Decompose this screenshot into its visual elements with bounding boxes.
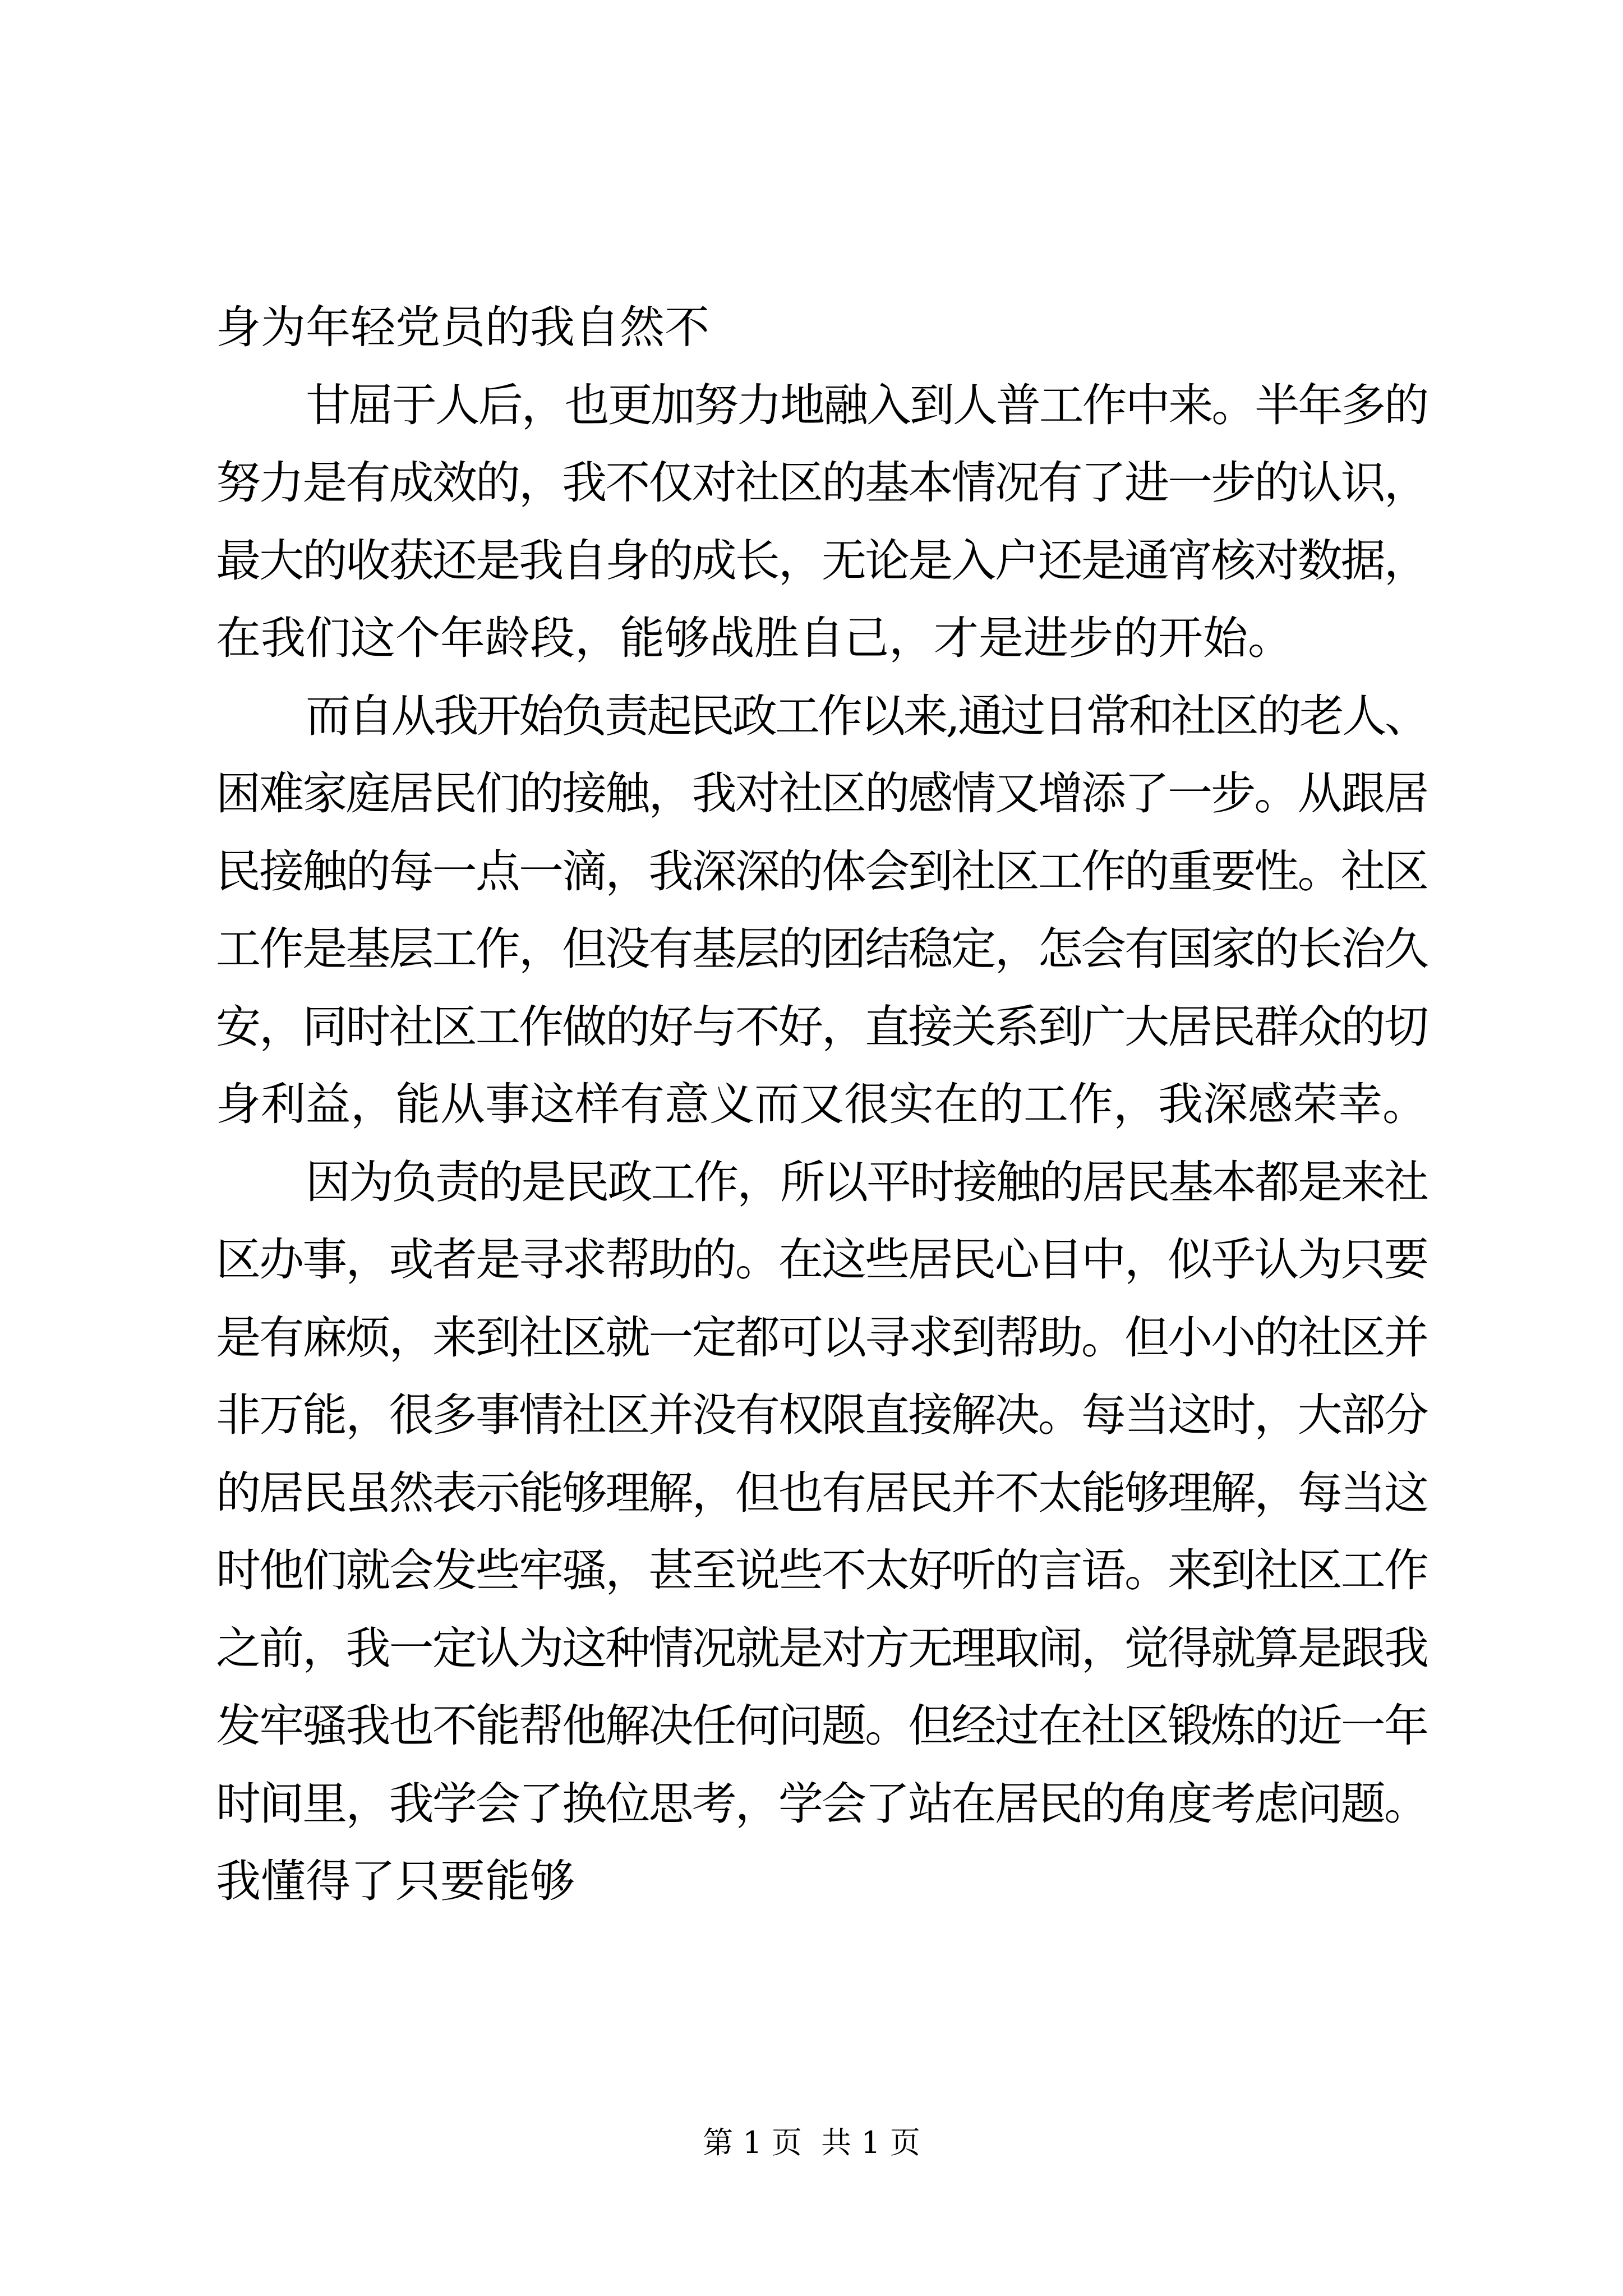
text-line: 甘屈于人后，也更加努力地融入到人普工作中来。半年多的: [306, 379, 1427, 431]
text-line: 身为年轻党员的我自然不: [216, 301, 709, 353]
page-footer: 第 1 页 共 1 页: [703, 2125, 920, 2160]
text-line: 努力是有成效的，我不仅对社区的基本情况有了进一步的认识，: [216, 457, 1427, 509]
text-line: 工作是基层工作，但没有基层的团结稳定，怎会有国家的长治久: [216, 923, 1427, 975]
text-line: 时间里，我学会了换位思考，学会了站在居民的角度考虑问题。: [216, 1777, 1427, 1830]
text-line: 在我们这个年龄段，能够战胜自己，才是进步的开始。: [216, 612, 1293, 664]
body-text: [216, 289, 1427, 1921]
text-line: 的居民虽然表示能够理解，但也有居民并不太能够理解，每当这: [216, 1466, 1427, 1519]
text-line: 安，同时社区工作做的好与不好，直接关系到广大居民群众的切: [216, 1000, 1427, 1053]
text-line: 身利益，能从事这样有意义而又很实在的工作，我深感荣幸。: [216, 1078, 1427, 1130]
text-line: 非万能，很多事情社区并没有权限直接解决。每当这时，大部分: [216, 1389, 1427, 1441]
text-line: 因为负责的是民政工作，所以平时接触的居民基本都是来社: [306, 1156, 1427, 1208]
text-line: 发牢骚我也不能帮他解决任何问题。但经过在社区锻炼的近一年: [216, 1700, 1427, 1752]
text-line: 之前，我一定认为这种情况就是对方无理取闹，觉得就算是跟我: [216, 1622, 1427, 1674]
text-line: 时他们就会发些牢骚，甚至说些不太好听的言语。来到社区工作: [216, 1544, 1427, 1596]
text-line: 区办事，或者是寻求帮助的。在这些居民心目中，似乎认为只要: [216, 1234, 1427, 1286]
text-line: 困难家庭居民们的接触，我对社区的感情又增添了一步。从跟居: [216, 767, 1427, 820]
text-line: 我懂得了只要能够: [216, 1855, 575, 1907]
text-line: 最大的收获还是我自身的成长，无论是入户还是通宵核对数据，: [216, 534, 1427, 587]
text-line: 是有麻烦，来到社区就一定都可以寻求到帮助。但小小的社区并: [216, 1311, 1427, 1364]
text-line: 民接触的每一点一滴，我深深的体会到社区工作的重要性。社区: [216, 845, 1427, 898]
text-line: 而自从我开始负责起民政工作以来,通过日常和社区的老人、: [306, 689, 1427, 742]
